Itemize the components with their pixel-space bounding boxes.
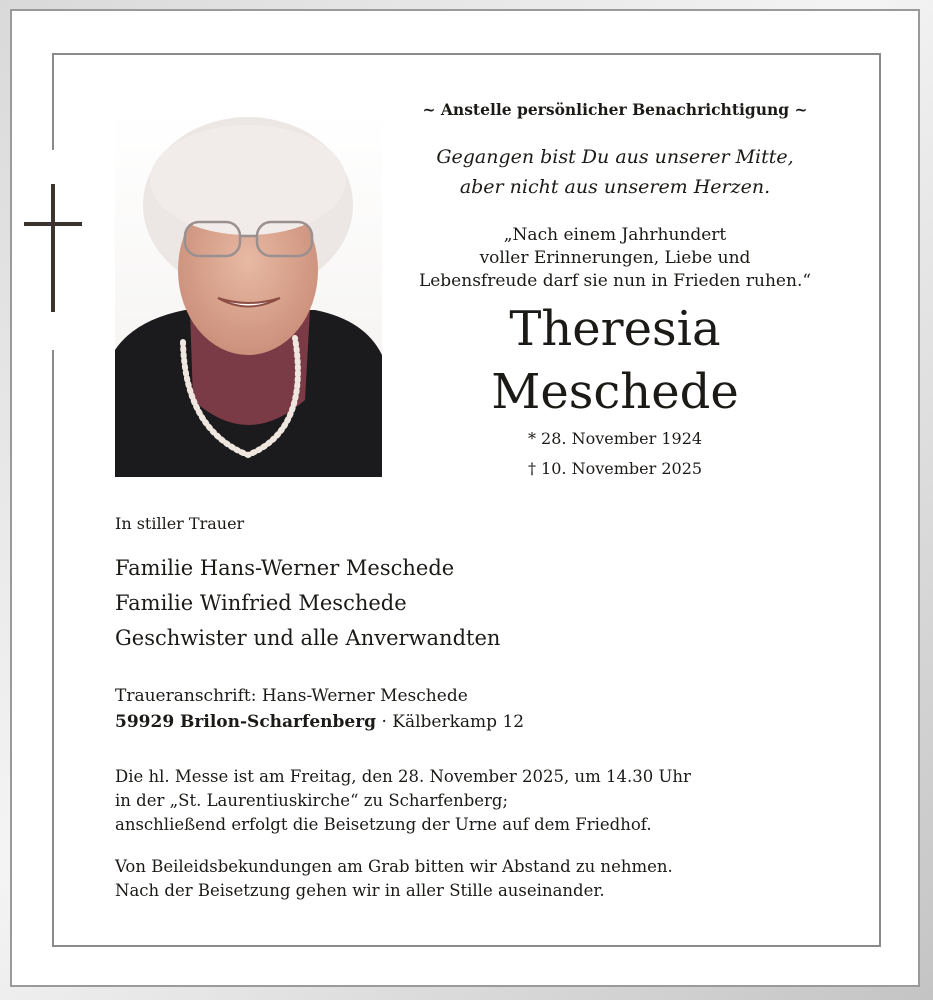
mourners-intro: In stiller Trauer: [115, 514, 245, 533]
verse-line: aber nicht aus unserem Herzen.: [459, 176, 771, 198]
address-city: 59929 Brilon-Scharfenberg: [115, 712, 377, 732]
quote-line: „Nach einem Jahrhundert: [503, 225, 727, 245]
closing-line: Von Beileidsbekundungen am Grab bitten wir Abstand zu nehmen.: [115, 857, 673, 876]
mourner-line: Familie Hans-Werner Meschede: [115, 556, 455, 580]
mourning-address: [115, 712, 524, 732]
service-line: anschließend erfolgt die Beisetzung der Urne auf dem Friedhof.: [115, 815, 652, 834]
service-line: Die hl. Messe ist am Freitag, den 28. November 2025, um 14.30 Uhr: [115, 767, 691, 786]
cross-icon: [24, 184, 82, 312]
service-line: in der „St. Laurentiuskirche“ zu Scharfenberg;: [115, 791, 509, 810]
address-separator: ·: [376, 712, 393, 732]
birth-date: * 28. November 1924: [527, 429, 703, 448]
quote: [400, 224, 830, 293]
quote-line: Lebensfreude darf sie nun in Frieden ruhen.“: [418, 271, 812, 291]
deceased-first-name: Theresia: [509, 301, 721, 357]
address-street: Kälberkamp 12: [392, 712, 525, 732]
portrait-photo: [115, 110, 382, 477]
mourner-line: Familie Winfried Meschede: [115, 591, 407, 615]
verse-line: Gegangen bist Du aus unserer Mitte,: [436, 146, 794, 168]
quote-line: voller Erinnerungen, Liebe und: [479, 248, 751, 268]
closing-line: Nach der Beisetzung gehen wir in aller Stille auseinander.: [115, 881, 605, 900]
instead-of-notification: ~ Anstelle persönlicher Benachrichtigung ~: [422, 100, 808, 119]
mourner-line: Geschwister und alle Anverwandten: [115, 626, 501, 650]
mourning-address-label: Traueranschrift: Hans-Werner Meschede: [115, 686, 468, 706]
death-date: † 10. November 2025: [527, 459, 703, 478]
deceased-last-name: Meschede: [491, 364, 739, 420]
verse: [400, 142, 830, 202]
